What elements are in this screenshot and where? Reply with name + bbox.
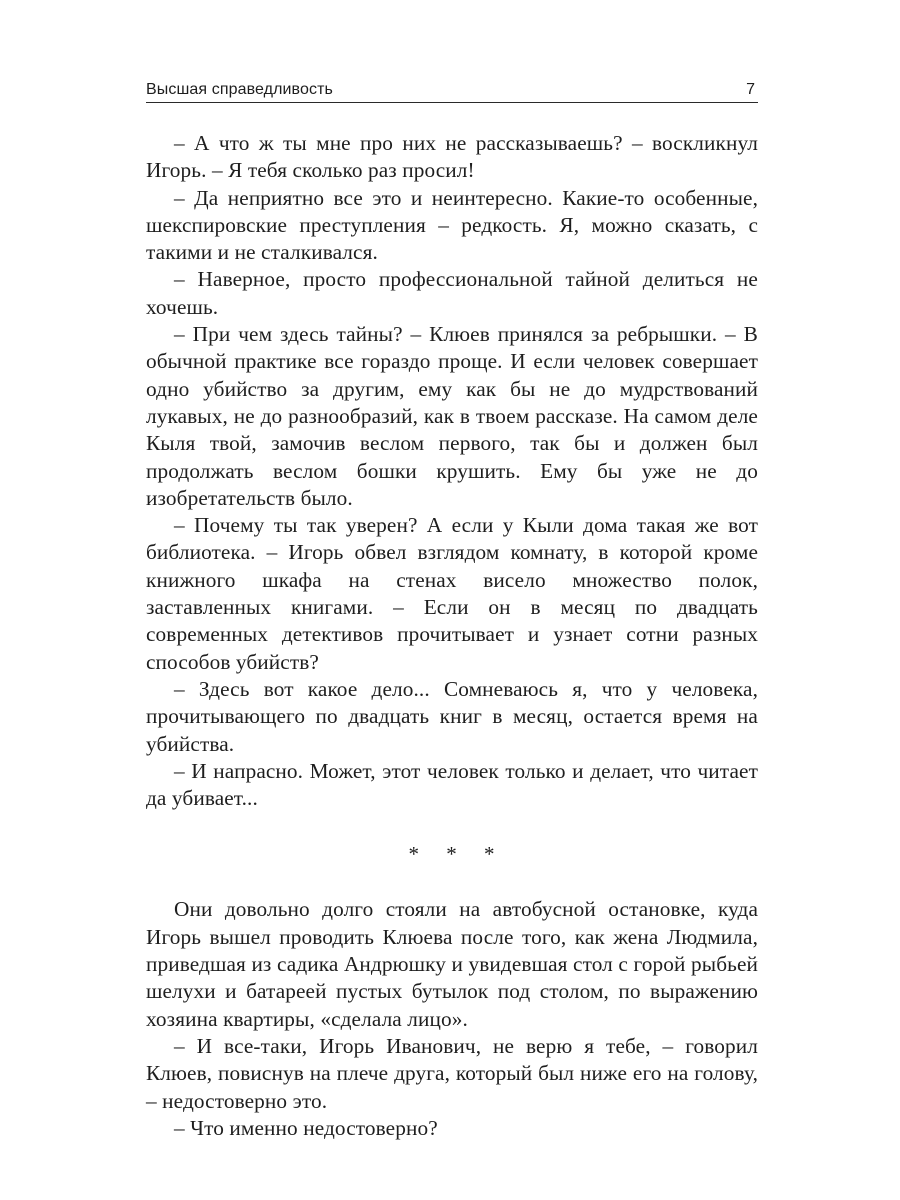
paragraph: – Что именно недостоверно?: [174, 1115, 438, 1140]
paragraph: – Почему ты так уверен? А если у Кыли дома такая же вот библиотека. – Игорь обвел взглядом комнату, в которой кроме книжного шкафа на стенах висело множество полок, заставленных книгами. – Если он в месяц по двадцать современных детективов прочитывает и узнает сотни разных способов убийств?: [146, 513, 758, 674]
paragraph: – При чем здесь тайны? – Клюев принялся за ребрышки. – В обычной практике все гораздо проще. И если человек совершает одно убийство за другим, ему как бы не до мудрствований лукавых, не до разнообразий, как в твоем рассказе. На самом деле Кыля твой, замочив веслом первого, так бы и должен был продолжать веслом бошки крушить. Ему бы уже не до изобретательств было.: [146, 322, 758, 510]
running-header: [146, 72, 758, 103]
paragraph: – А что ж ты мне про них не рассказываешь? – воскликнул Игорь. – Я тебя сколько раз просил!: [146, 131, 758, 183]
paragraph: – И все-таки, Игорь Иванович, не верю я тебе, – говорил Клюев, повиснув на плече друга, который был ниже его на голову, – недостоверно это.: [146, 1033, 758, 1113]
paragraph: Они довольно долго стояли на автобусной остановке, куда Игорь вышел проводить Клюева после того, как жена Людмила, приведшая из садика Андрюшку и увидевшая стол с горой рыбьей шелухи и батареей пустых бутылок под столом, по выражению хозяина квартиры, «сделала лицо».: [146, 897, 758, 1031]
paragraph: – Наверное, просто профессиональной тайной делиться не хочешь.: [146, 267, 758, 319]
book-page: [146, 0, 758, 1200]
running-title: Высшая справедливость: [146, 81, 333, 98]
body-text: [146, 130, 758, 1142]
scene-break-asterisks: * * *: [408, 842, 506, 867]
paragraph: – Здесь вот какое дело... Сомневаюсь я, что у человека, прочитывающего по двадцать книг в месяц, остается время на убийства.: [146, 676, 758, 756]
paragraph: – И напрасно. Может, этот человек только и делает, что читает да убивает...: [146, 758, 758, 811]
page-number: 7: [746, 81, 755, 98]
paragraph: – Да неприятно все это и неинтересно. Какие-то особенные, шекспировские преступления – редкость. Я, можно сказать, с такими и не сталкивался.: [146, 185, 758, 265]
